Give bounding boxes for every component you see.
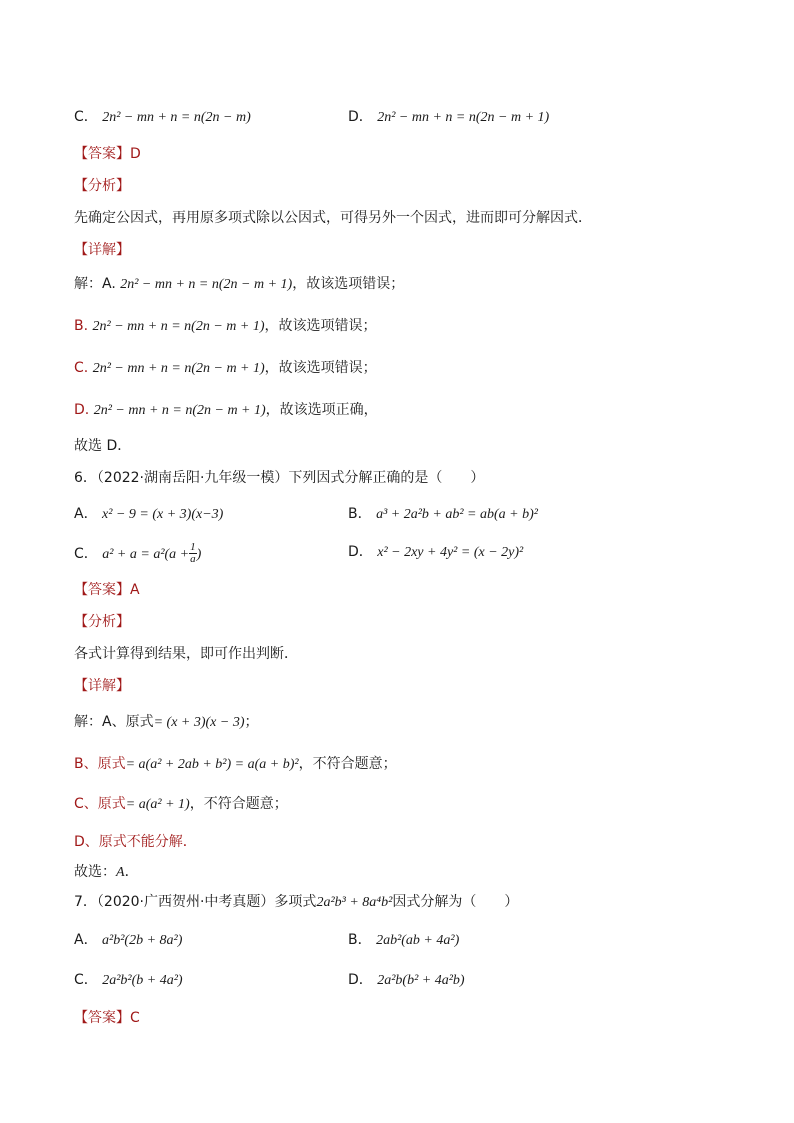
stem-expr: 2a²b³ + 8a⁴b² <box>316 895 393 910</box>
q5-answer <box>74 144 141 164</box>
answer-tag: 【答案】 <box>74 1010 130 1026</box>
detail-prefix: D. <box>74 402 90 418</box>
q7-answer <box>74 1008 140 1028</box>
detail-suffix: ，故该选项错误； <box>292 276 405 292</box>
option-expr: 2a²b²(b + 4a²) <box>102 973 183 988</box>
detail-suffix: ，不符合题意； <box>298 756 397 772</box>
detail-suffix: ； <box>244 714 259 730</box>
q5-analysis-text: 先确定公因式，再用原多项式除以公因式，可得另外一个因式，进而即可分解因式． <box>74 210 592 226</box>
q7-option-b <box>348 930 459 951</box>
conclusion-suffix: ． <box>124 864 139 880</box>
option-expr: x² − 9 = (x + 3)(x−3) <box>102 507 224 522</box>
q7-options-row-ab <box>74 930 460 951</box>
conclusion-value: A <box>116 865 125 880</box>
q6-answer <box>74 580 140 600</box>
q5-detail-line-d <box>74 400 378 421</box>
q5-detail-line-a <box>74 274 404 295</box>
option-label: D． <box>348 972 373 988</box>
answer-value: C <box>130 1010 140 1026</box>
detail-tag: 【详解】 <box>74 678 130 694</box>
stem-prefix: 7．（2020·广西贺州·中考真题）多项式 <box>74 894 317 910</box>
fraction <box>189 542 197 565</box>
q7-options-row-cd <box>74 970 465 991</box>
detail-suffix: ，故该选项错误； <box>264 360 377 376</box>
option-expr: x² − 2xy + 4y² = (x − 2y)² <box>377 545 524 560</box>
q6-options-row-cd <box>74 541 524 565</box>
detail-prefix: B. <box>74 318 89 334</box>
detail-suffix: ，故该选项错误； <box>264 318 377 334</box>
detail-prefix: C、原式 <box>74 796 126 812</box>
q5-option-c <box>74 109 251 125</box>
q6-option-d <box>348 542 523 563</box>
detail-prefix: 解：A、原式 <box>74 714 154 730</box>
option-expr: 2a²b(b² + 4a²b) <box>377 973 465 988</box>
option-label: C． <box>74 109 98 125</box>
fraction-denominator: a <box>190 553 196 565</box>
conclusion-prefix: 故选： <box>74 864 116 880</box>
option-label: D． <box>348 544 373 560</box>
q6-analysis-text: 各式计算得到结果，即可作出判断． <box>74 646 298 662</box>
q6-detail-line-b <box>74 754 397 775</box>
option-expr: a²b²(2b + 8a²) <box>102 933 183 948</box>
q7-option-a <box>74 932 182 948</box>
detail-prefix: B、原式 <box>74 756 126 772</box>
option-expr: a² + a = a²(a + <box>102 546 190 562</box>
q5-conclusion: 故选 D． <box>74 438 132 454</box>
q5-detail-line-b <box>74 316 377 337</box>
q5-option-d <box>348 107 549 128</box>
answer-tag: 【答案】 <box>74 582 130 598</box>
option-label: C． <box>74 972 98 988</box>
detail-prefix: C. <box>74 360 89 376</box>
option-label: A． <box>74 932 98 948</box>
option-label: C． <box>74 545 98 562</box>
stem-suffix: 因式分解为（ ） <box>392 894 519 910</box>
q6-options-row-ab <box>74 504 538 525</box>
detail-expr: 2n² − mn + n = n(2n − m + 1) <box>120 277 293 292</box>
answer-value: D <box>130 146 141 162</box>
q6-detail-line-c <box>74 794 288 815</box>
q7-option-c <box>74 972 183 988</box>
q6-conclusion <box>74 862 139 883</box>
analysis-tag: 【分析】 <box>74 178 130 194</box>
detail-expr: = a(a² + 1) <box>125 797 190 812</box>
detail-prefix: 解：A. <box>74 276 116 292</box>
q6-detail-line-a <box>74 712 259 733</box>
analysis-tag: 【分析】 <box>74 614 130 630</box>
q5-detail-tag <box>74 240 130 260</box>
detail-expr: 2n² − mn + n = n(2n − m + 1) <box>92 361 265 376</box>
answer-value: A <box>130 582 140 598</box>
detail-tag: 【详解】 <box>74 242 130 258</box>
detail-expr: 2n² − mn + n = n(2n − m + 1) <box>93 403 266 418</box>
detail-expr: 2n² − mn + n = n(2n − m + 1) <box>92 319 265 334</box>
q6-option-b <box>348 504 538 525</box>
detail-prefix: D、原式不能分解． <box>74 834 197 850</box>
option-label: D． <box>348 109 373 125</box>
option-expr: 2n² − mn + n = n(2n − m + 1) <box>377 110 550 125</box>
q6-detail-line-d <box>74 832 197 852</box>
q6-analysis-tag <box>74 612 130 632</box>
q6-option-a <box>74 506 223 522</box>
q7-stem <box>74 892 518 913</box>
q5-options-row-cd <box>74 107 550 128</box>
detail-suffix: ，不符合题意； <box>189 796 288 812</box>
option-label: B． <box>348 506 372 522</box>
q6-option-c <box>74 541 202 565</box>
fraction-numerator: 1 <box>190 541 196 553</box>
q5-analysis-tag <box>74 176 130 196</box>
answer-tag: 【答案】 <box>74 146 130 162</box>
option-label: A． <box>74 506 98 522</box>
option-label: B． <box>348 932 372 948</box>
q5-detail-line-c <box>74 358 377 379</box>
option-expr: 2ab²(ab + 4a²) <box>376 933 460 948</box>
option-expr-close: ) <box>196 546 202 562</box>
q6-stem: 6．（2022·湖南岳阳·九年级一模）下列因式分解正确的是（ ） <box>74 470 485 486</box>
detail-suffix: ，故该选项正确， <box>265 402 378 418</box>
q6-detail-tag <box>74 676 130 696</box>
detail-expr: = a(a² + 2ab + b²) = a(a + b)² <box>125 757 299 772</box>
option-expr: 2n² − mn + n = n(2n − m) <box>102 110 251 125</box>
detail-expr: = (x + 3)(x − 3) <box>153 715 245 730</box>
option-expr: a³ + 2a²b + ab² = ab(a + b)² <box>376 507 538 522</box>
q7-option-d <box>348 970 465 991</box>
